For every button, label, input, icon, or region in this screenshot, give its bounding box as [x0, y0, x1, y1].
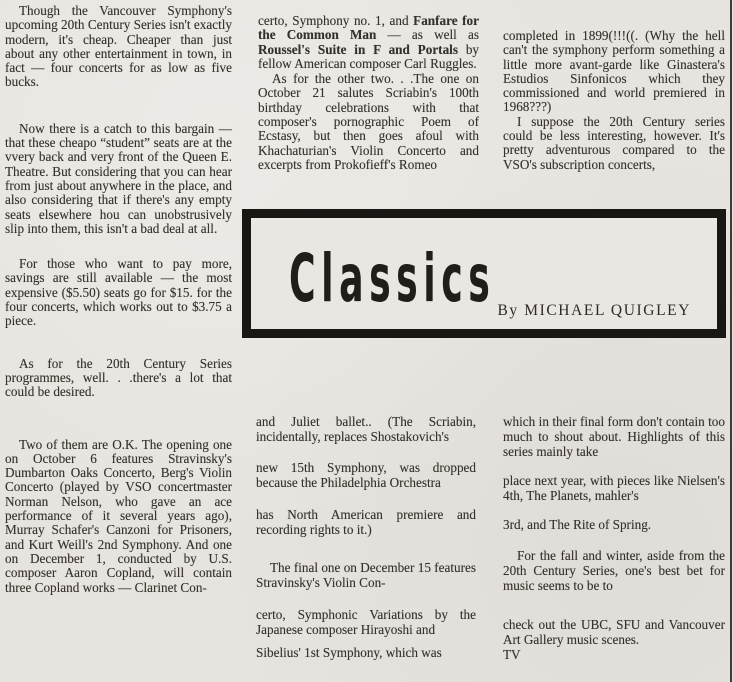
paragraph: The final one on December 15 features Stravinsky's Violin Con-: [256, 560, 476, 590]
column-middle-top: [258, 14, 479, 172]
column-left: [5, 4, 232, 595]
paragraph: new 15th Symphony, was dropped because the Philadelphia Orchestra: [256, 460, 476, 490]
paragraph: As for the other two. . .The one on October 21 salutes Scriabin's 100th birthday celebrations with that composer's pornographic Poem of Ecstasy, but then goes afoul with Khachaturian's Violin Concerto and excerpts from Prokofieff's Romeo: [258, 71, 479, 172]
byline: By MICHAEL QUIGLEY: [497, 302, 691, 319]
paragraph: [258, 14, 479, 71]
column-right-top: [503, 29, 725, 172]
headline-box: [242, 209, 726, 338]
paragraph: completed in 1899(!!!((. (Why the hell can't the symphony perform something a little more avant-garde like Ginastera's Estudios Sinfonicos which they commissioned and world premiered in 1968???): [503, 28, 725, 115]
text-run: certo, Symphony no. 1, and: [258, 13, 414, 28]
paragraph: Though the Vancouver Symphony's upcoming 20th Century Series isn't exactly modern, it's cheap. Cheaper than just about any other entertainment in town, in fact — four concerts for as low as five bucks.: [5, 3, 232, 90]
page-edge-rule: [730, 0, 732, 682]
paragraph: For the fall and winter, aside from the 20th Century Series, one's best bet for music seems to be to: [503, 548, 725, 593]
paragraph: certo, Symphonic Variations by the Japanese composer Hirayoshi and: [256, 607, 476, 637]
paragraph: and Juliet ballet.. (The Scriabin, incidentally, replaces Shostakovich's: [256, 414, 476, 444]
work-title-emphasis: Roussel's Suite in F and Portals: [258, 41, 458, 57]
paragraph: For those who want to pay more, savings are still available — the most expensive ($5.50) seats go for $15. for the four concerts, which works out to $3.75 a piece.: [5, 256, 232, 329]
paragraph: Sibelius' 1st Symphony, which was: [256, 645, 442, 660]
work-title-emphasis: Fanfare for the Common Man: [258, 13, 479, 43]
paragraph: TV: [503, 647, 521, 662]
column-middle-bottom: [256, 414, 476, 660]
column-right-bottom: [503, 414, 725, 662]
paragraph: place next year, with pieces like Nielsen's 4th, The Planets, mahler's: [503, 473, 725, 503]
paragraph: Two of them are O.K. The opening one on October 6 features Stravinsky's Dumbarton Oaks Concerto, Berg's Violin Concerto (played by VSO concertmaster Norman Nelson, who gave an ace performance of it several years ago), Murray Schafer's Canzoni for Prisoners, and Kurt Weill's 2nd Symphony. And one on December 1, conducted by U.S. composer Aaron Copland, will contain three Copland works — Clarinet Con-: [5, 436, 232, 595]
paragraph: 3rd, and The Rite of Spring.: [503, 517, 652, 532]
paragraph: As for the 20th Century Series programmes, well. . .there's a lot that could be desired.: [5, 355, 232, 400]
paragraph: check out the UBC, SFU and Vancouver Art Gallery music scenes.: [503, 617, 725, 647]
paragraph: I suppose the 20th Century series could be less interesting, however. It's pretty adventurous compared to the VSO's subscription concerts,: [503, 113, 725, 172]
text-run: — as well as: [376, 27, 479, 43]
headline-title: Classics: [289, 240, 496, 317]
paragraph: which in their final form don't contain too much to shout about. Highlights of this series mainly take: [503, 414, 725, 459]
paragraph: has North American premiere and recording rights to it.): [256, 507, 476, 537]
paragraph: Now there is a catch to this bargain — that these cheapo “student” seats are at the vvery back and very front of the Queen E. Theatre. But considering that you can hear from just about anywhere in the place, and also considering that if there's any empty seats elsewhere hou can unobstrusively slip into them, this isn't a bad deal at all.: [5, 120, 232, 236]
text-run: by fellow American composer Carl Ruggles.: [258, 41, 480, 71]
